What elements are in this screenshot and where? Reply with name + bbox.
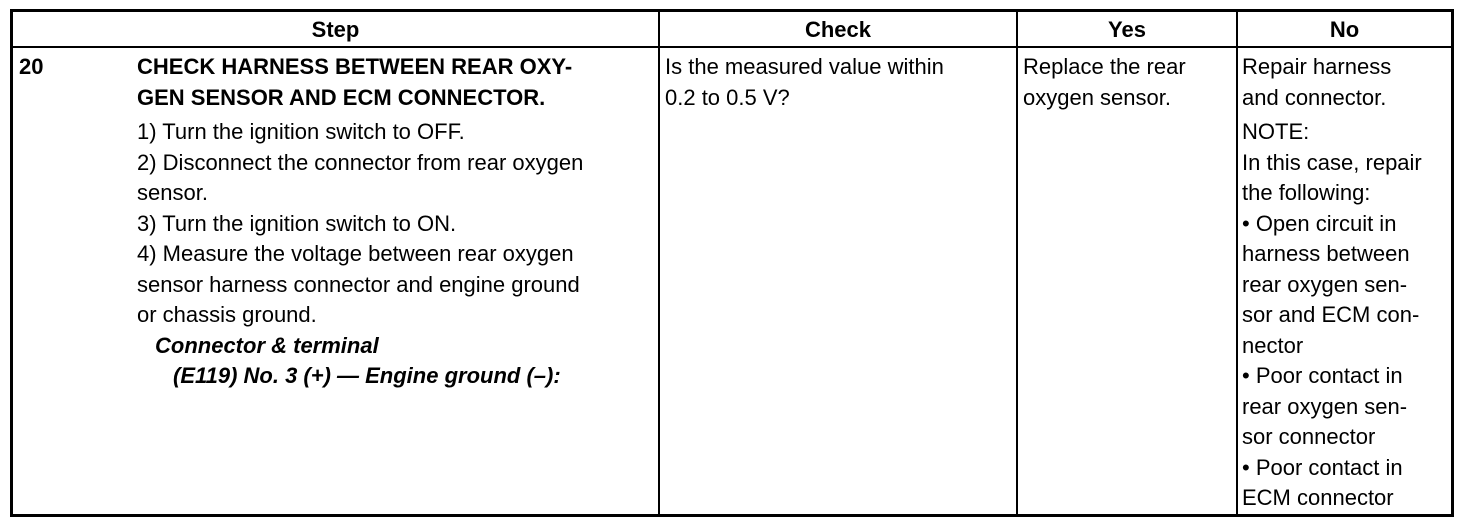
note-line: rear oxygen sen- [1242, 393, 1408, 419]
header-yes: Yes [1108, 17, 1146, 42]
check-content [665, 52, 1011, 113]
note-line: • Open circuit in [1242, 210, 1397, 236]
check-line: 0.2 to 0.5 V? [665, 84, 790, 110]
step-instruction: sensor. [137, 180, 208, 205]
header-no: No [1329, 17, 1360, 42]
no-line: Repair harness [1242, 54, 1392, 79]
note-line: ECM connector [1242, 485, 1394, 510]
step-content [137, 52, 652, 392]
step-number: 20 [19, 54, 44, 79]
note-line: • Poor contact in [1242, 363, 1403, 388]
note-line: harness between [1242, 241, 1410, 266]
step-instruction: 4) Measure the voltage between rear oxygen [137, 241, 574, 266]
connector-value: (E119) No. 3 (+) — Engine ground (–): [173, 363, 561, 388]
check-line: Is the measured value within [665, 54, 944, 79]
note-line: • Poor contact in [1242, 454, 1403, 480]
note-label: NOTE: [1242, 119, 1310, 144]
note-line: nector [1242, 332, 1304, 358]
diagnostic-table [10, 9, 1454, 517]
connector-label: Connector & terminal [155, 332, 379, 358]
header-check: Check [804, 17, 872, 42]
header-divider [13, 46, 1451, 48]
step-instruction: 1) Turn the ignition switch to OFF. [137, 119, 465, 144]
note-line: rear oxygen sen- [1242, 271, 1408, 297]
step-instruction: or chassis ground. [137, 302, 317, 327]
step-instruction: 2) Disconnect the connector from rear oxygen [137, 149, 584, 175]
no-content [1242, 52, 1452, 514]
yes-line: Replace the rear [1023, 54, 1186, 79]
header-step: Step [311, 17, 360, 42]
step-instruction: sensor harness connector and engine ground [137, 271, 580, 297]
step-title-line: CHECK HARNESS BETWEEN REAR OXY- [137, 54, 573, 79]
yes-content [1023, 52, 1233, 113]
step-instruction: 3) Turn the ignition switch to ON. [137, 210, 457, 236]
column-divider [1016, 12, 1018, 514]
note-line: sor connector [1242, 424, 1376, 449]
no-line: and connector. [1242, 84, 1387, 110]
yes-line: oxygen sensor. [1023, 84, 1171, 110]
note-line: the following: [1242, 180, 1371, 205]
note-line: In this case, repair [1242, 149, 1422, 175]
note-line: sor and ECM con- [1242, 302, 1420, 327]
column-divider [658, 12, 660, 514]
step-title-line: GEN SENSOR AND ECM CONNECTOR. [137, 84, 546, 110]
column-divider [1236, 12, 1238, 514]
